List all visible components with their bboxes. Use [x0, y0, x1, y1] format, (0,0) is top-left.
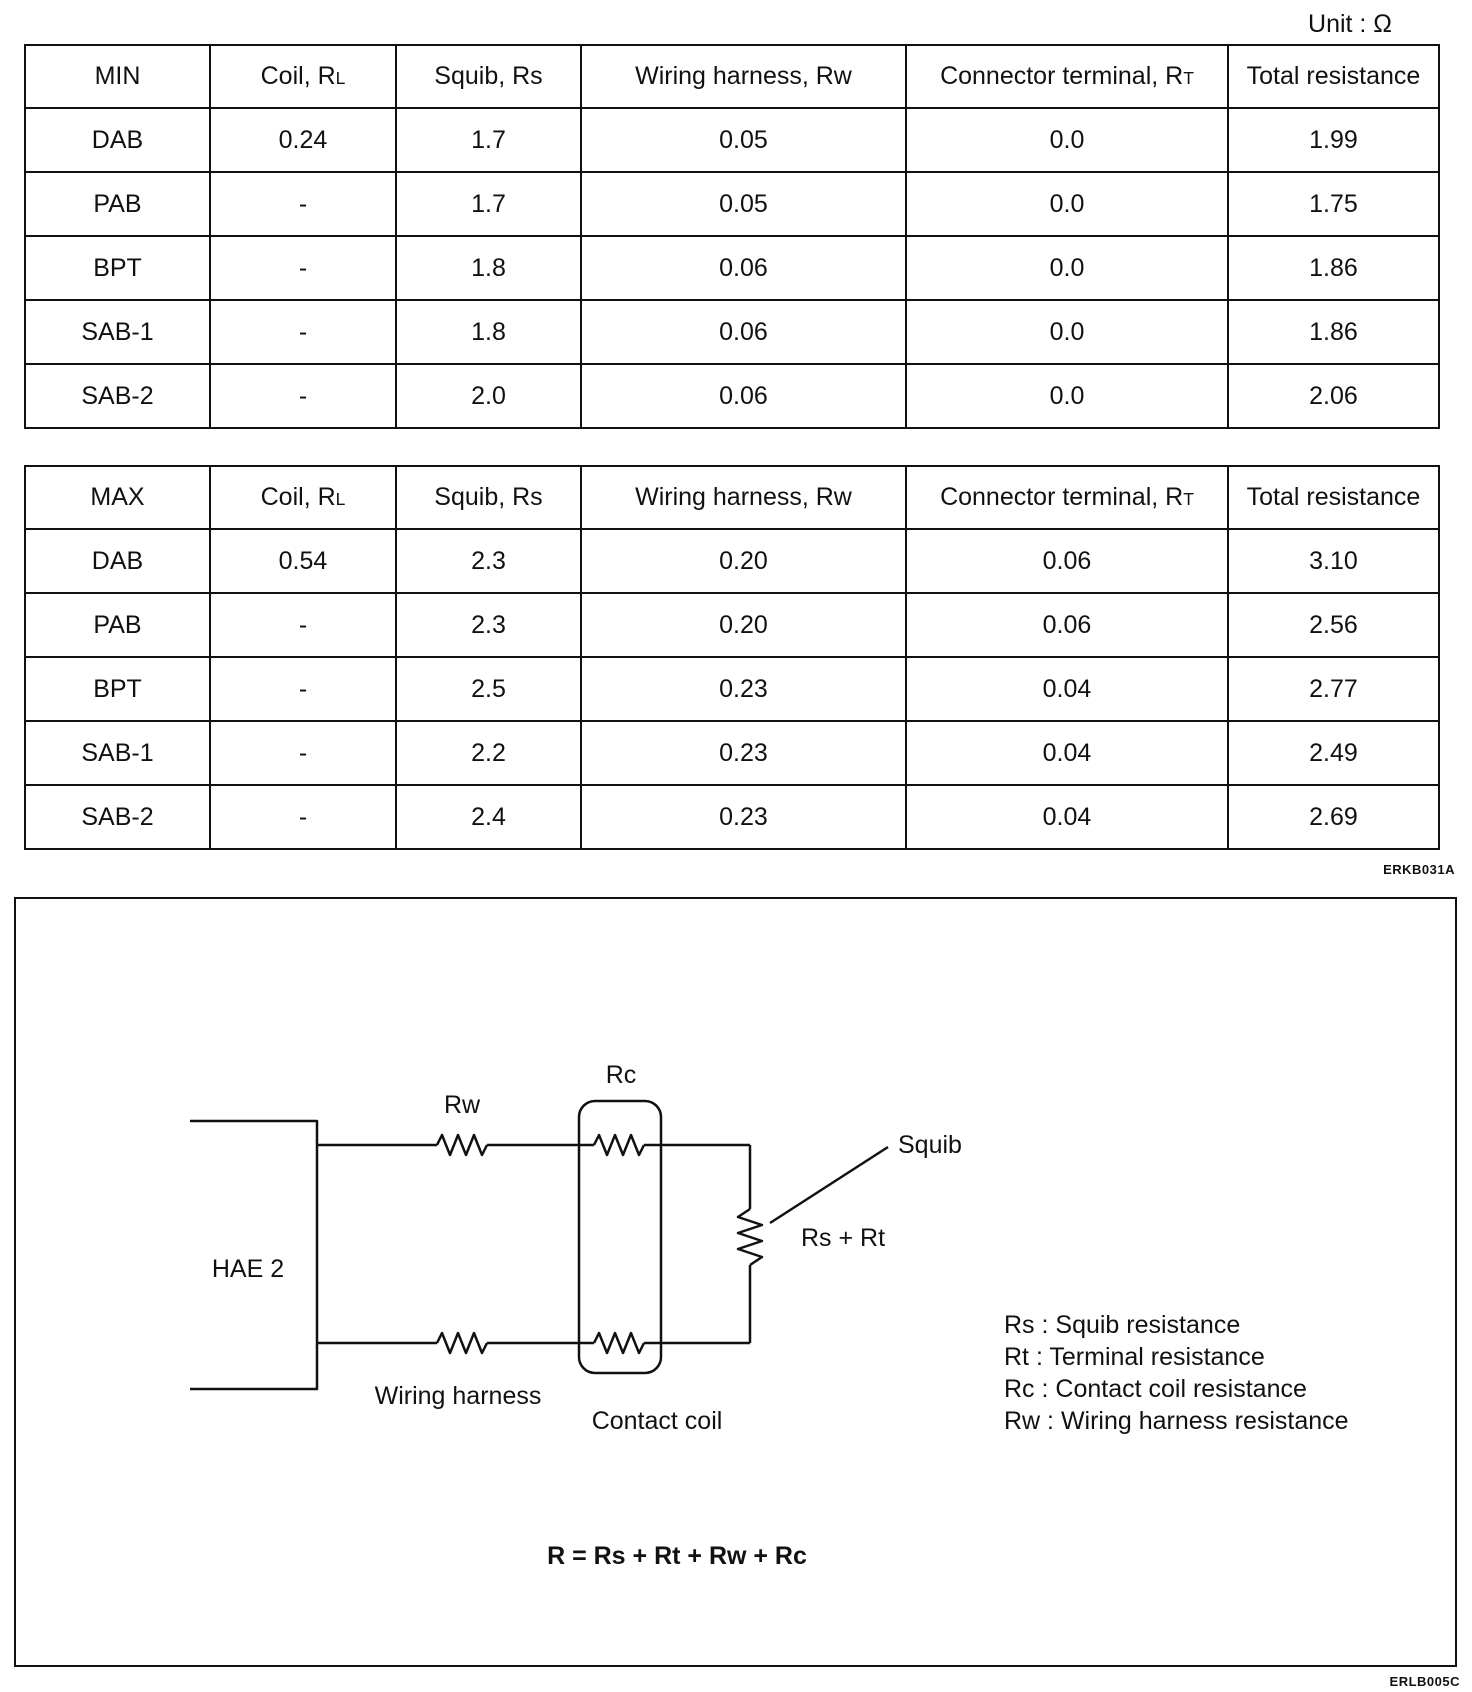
table-cell: -	[210, 300, 396, 364]
table-row	[25, 364, 1439, 428]
table-cell: 1.8	[396, 300, 581, 364]
rs-rt-label: Rs + Rt	[801, 1224, 886, 1252]
legend-item: Rs : Squib resistance	[1004, 1311, 1241, 1339]
table-cell: -	[210, 657, 396, 721]
table-cell: SAB-2	[25, 364, 210, 428]
header-cell: Coil, RL	[210, 466, 396, 529]
legend-item: Rt : Terminal resistance	[1004, 1343, 1265, 1371]
table-cell: 2.06	[1228, 364, 1439, 428]
table-cell: 0.0	[906, 108, 1228, 172]
table-cell: 0.06	[906, 593, 1228, 657]
table-row	[25, 721, 1439, 785]
table-cell: 2.3	[396, 593, 581, 657]
table-cell: -	[210, 721, 396, 785]
table-cell: 2.0	[396, 364, 581, 428]
header-cell: MIN	[25, 45, 210, 108]
table-cell: 0.0	[906, 236, 1228, 300]
legend-item: Rc : Contact coil resistance	[1004, 1375, 1307, 1403]
legend	[1004, 1311, 1349, 1435]
circuit-diagram-frame	[14, 897, 1457, 1667]
table-cell: SAB-1	[25, 300, 210, 364]
table-cell: 2.5	[396, 657, 581, 721]
rw-resistor-bottom	[437, 1333, 487, 1353]
table-cell: 2.3	[396, 529, 581, 593]
header-cell: Wiring harness, Rw	[581, 45, 906, 108]
circuit-diagram	[16, 899, 1459, 1669]
table-cell: 0.06	[581, 364, 906, 428]
rc-resistor-top	[594, 1135, 644, 1155]
table-cell: 0.23	[581, 721, 906, 785]
table-row	[25, 593, 1439, 657]
table-cell: 0.06	[906, 529, 1228, 593]
table-cell: 0.20	[581, 529, 906, 593]
table-cell: 0.54	[210, 529, 396, 593]
table-cell: BPT	[25, 236, 210, 300]
header-cell: Total resistance	[1228, 45, 1439, 108]
table-cell: 0.05	[581, 108, 906, 172]
table-cell: 0.0	[906, 364, 1228, 428]
table-cell: SAB-2	[25, 785, 210, 849]
table-cell: 0.04	[906, 785, 1228, 849]
table-cell: 3.10	[1228, 529, 1439, 593]
table-cell: PAB	[25, 593, 210, 657]
table-cell: -	[210, 364, 396, 428]
header-cell: Connector terminal, RT	[906, 466, 1228, 529]
table-cell: 1.7	[396, 108, 581, 172]
table-cell: 2.2	[396, 721, 581, 785]
table-cell: 1.99	[1228, 108, 1439, 172]
table-cell: 1.75	[1228, 172, 1439, 236]
figure-code: ERLB005C	[1389, 1674, 1460, 1689]
rc-label: Rc	[605, 1061, 637, 1089]
table-cell: 2.4	[396, 785, 581, 849]
table-row	[25, 300, 1439, 364]
min-resistance-table	[24, 44, 1440, 429]
table-row	[25, 529, 1439, 593]
table-row	[25, 236, 1439, 300]
table-cell: -	[210, 593, 396, 657]
table-cell: 0.24	[210, 108, 396, 172]
header-cell: Connector terminal, RT	[906, 45, 1228, 108]
header-cell: Total resistance	[1228, 466, 1439, 529]
table-cell: 0.04	[906, 721, 1228, 785]
squib-resistor	[738, 1209, 762, 1265]
table-cell: SAB-1	[25, 721, 210, 785]
header-cell: Wiring harness, Rw	[581, 466, 906, 529]
rw-resistor-top	[437, 1135, 487, 1155]
table-cell: 0.06	[581, 236, 906, 300]
table-cell: 1.86	[1228, 300, 1439, 364]
table-cell: 0.23	[581, 785, 906, 849]
table-cell: PAB	[25, 172, 210, 236]
table-cell: 1.7	[396, 172, 581, 236]
table-cell: -	[210, 785, 396, 849]
table-cell: 2.56	[1228, 593, 1439, 657]
table-cell: DAB	[25, 108, 210, 172]
table-row	[25, 108, 1439, 172]
squib-leader-line	[770, 1147, 888, 1223]
table-cell: BPT	[25, 657, 210, 721]
figure-code: ERKB031A	[1383, 862, 1455, 877]
table-row	[25, 785, 1439, 849]
table-cell: -	[210, 172, 396, 236]
header-cell: Squib, Rs	[396, 45, 581, 108]
contact-coil-label: Contact coil	[591, 1407, 723, 1435]
table-cell: 2.69	[1228, 785, 1439, 849]
table-cell: 0.0	[906, 172, 1228, 236]
table-cell: 0.0	[906, 300, 1228, 364]
table-cell: 1.86	[1228, 236, 1439, 300]
table-cell: 0.05	[581, 172, 906, 236]
table-cell: 2.49	[1228, 721, 1439, 785]
rw-label: Rw	[443, 1091, 481, 1119]
header-cell: Coil, RL	[210, 45, 396, 108]
resistance-formula: R = Rs + Rt + Rw + Rc	[547, 1542, 807, 1570]
table-cell: 0.06	[581, 300, 906, 364]
table-cell: 0.23	[581, 657, 906, 721]
table-cell: 2.77	[1228, 657, 1439, 721]
table-row	[25, 657, 1439, 721]
table-cell: 1.8	[396, 236, 581, 300]
table-cell: 0.04	[906, 657, 1228, 721]
max-resistance-table	[24, 465, 1440, 850]
contact-coil-box	[579, 1101, 661, 1373]
rc-resistor-bottom	[594, 1333, 644, 1353]
squib-label: Squib	[898, 1131, 962, 1159]
unit-label: Unit : Ω	[1308, 10, 1392, 38]
table-header-row	[25, 466, 1439, 529]
table-row	[25, 172, 1439, 236]
header-cell: Squib, Rs	[396, 466, 581, 529]
table-header-row	[25, 45, 1439, 108]
module-label: HAE 2	[211, 1255, 285, 1283]
header-cell: MAX	[25, 466, 210, 529]
table-cell: -	[210, 236, 396, 300]
wiring-harness-label: Wiring harness	[374, 1382, 542, 1410]
table-cell: DAB	[25, 529, 210, 593]
table-cell: 0.20	[581, 593, 906, 657]
legend-item: Rw : Wiring harness resistance	[1004, 1407, 1349, 1435]
